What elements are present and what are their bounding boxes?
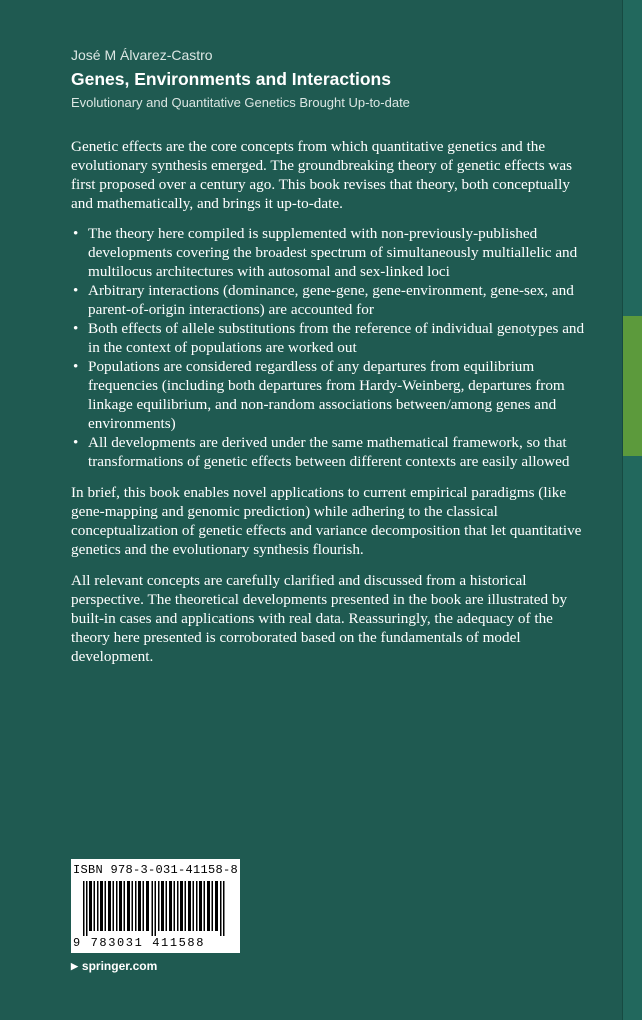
spine-accent-bar bbox=[623, 316, 642, 456]
feature-list bbox=[71, 224, 589, 471]
isbn-barcode bbox=[71, 859, 240, 953]
bullet-icon: • bbox=[73, 225, 79, 242]
arrow-icon: ▶ bbox=[71, 960, 78, 971]
blurb bbox=[71, 137, 589, 666]
publisher-link[interactable] bbox=[71, 959, 157, 973]
book-title: Genes, Environments and Interactions bbox=[71, 69, 391, 89]
spine bbox=[622, 0, 642, 1020]
intro-paragraph: Genetic effects are the core concepts from which quantitative genetics and the evolutionary synthesis emerged. The groundbreaking theory of genetic effects was first proposed over a century ago. This book revises that theory, both conceptually and mathematically, and brings it up-to-date. bbox=[71, 138, 573, 212]
bullet-icon: • bbox=[73, 282, 79, 299]
brief-paragraph: In brief, this book enables novel applications to current empirical paradigms (like gene-mapping and genomic prediction) while adhering to the classical conceptualization of genetic effects and variance decomposition that let quantitative genetics and the evolutionary synthesis flourish. bbox=[71, 484, 582, 558]
bullet-icon: • bbox=[73, 320, 79, 337]
book-subtitle: Evolutionary and Quantitative Genetics Brought Up-to-date bbox=[71, 95, 410, 110]
list-item bbox=[71, 224, 589, 281]
bullet-icon: • bbox=[73, 434, 79, 451]
bullet-icon: • bbox=[73, 358, 79, 375]
publisher-url: springer.com bbox=[81, 959, 158, 973]
list-item bbox=[71, 357, 589, 433]
barcode-bars bbox=[81, 881, 230, 936]
list-item-text: All developments are derived under the same mathematical framework, so that transformations of genetic effects between different contexts are easily allowed bbox=[88, 434, 570, 470]
isbn-label: ISBN 978-3-031-41158-8 bbox=[72, 863, 239, 877]
list-item-text: Populations are considered regardless of any departures from equilibrium frequencies (including both departures from Hardy-Weinberg, departures from linkage equilibrium, and non-random associations between/among genes and environments) bbox=[88, 358, 565, 432]
list-item bbox=[71, 319, 589, 357]
ean-number: 9 783031 411588 bbox=[73, 936, 206, 950]
list-item bbox=[71, 281, 589, 319]
author-name: José M Álvarez-Castro bbox=[71, 47, 213, 63]
list-item bbox=[71, 433, 589, 471]
back-cover-content bbox=[71, 40, 589, 666]
list-item-text: The theory here compiled is supplemented with non-previously-published developments covering the broadest spectrum of simultaneously multiallelic and multilocus architectures with autosomal and sex-linked loci bbox=[88, 225, 578, 280]
list-item-text: Arbitrary interactions (dominance, gene-gene, gene-environment, gene-sex, and parent-of-origin interactions) are accounted for bbox=[88, 282, 574, 318]
list-item-text: Both effects of allele substitutions from the reference of individual genotypes and in the context of populations are worked out bbox=[88, 320, 585, 356]
closing-paragraph: All relevant concepts are carefully clarified and discussed from a historical perspective. The theoretical developments presented in the book are illustrated by built-in cases and applications with real data. Reassuringly, the adequacy of the theory here presented is corroborated based on the fundamentals of model development. bbox=[71, 572, 568, 665]
